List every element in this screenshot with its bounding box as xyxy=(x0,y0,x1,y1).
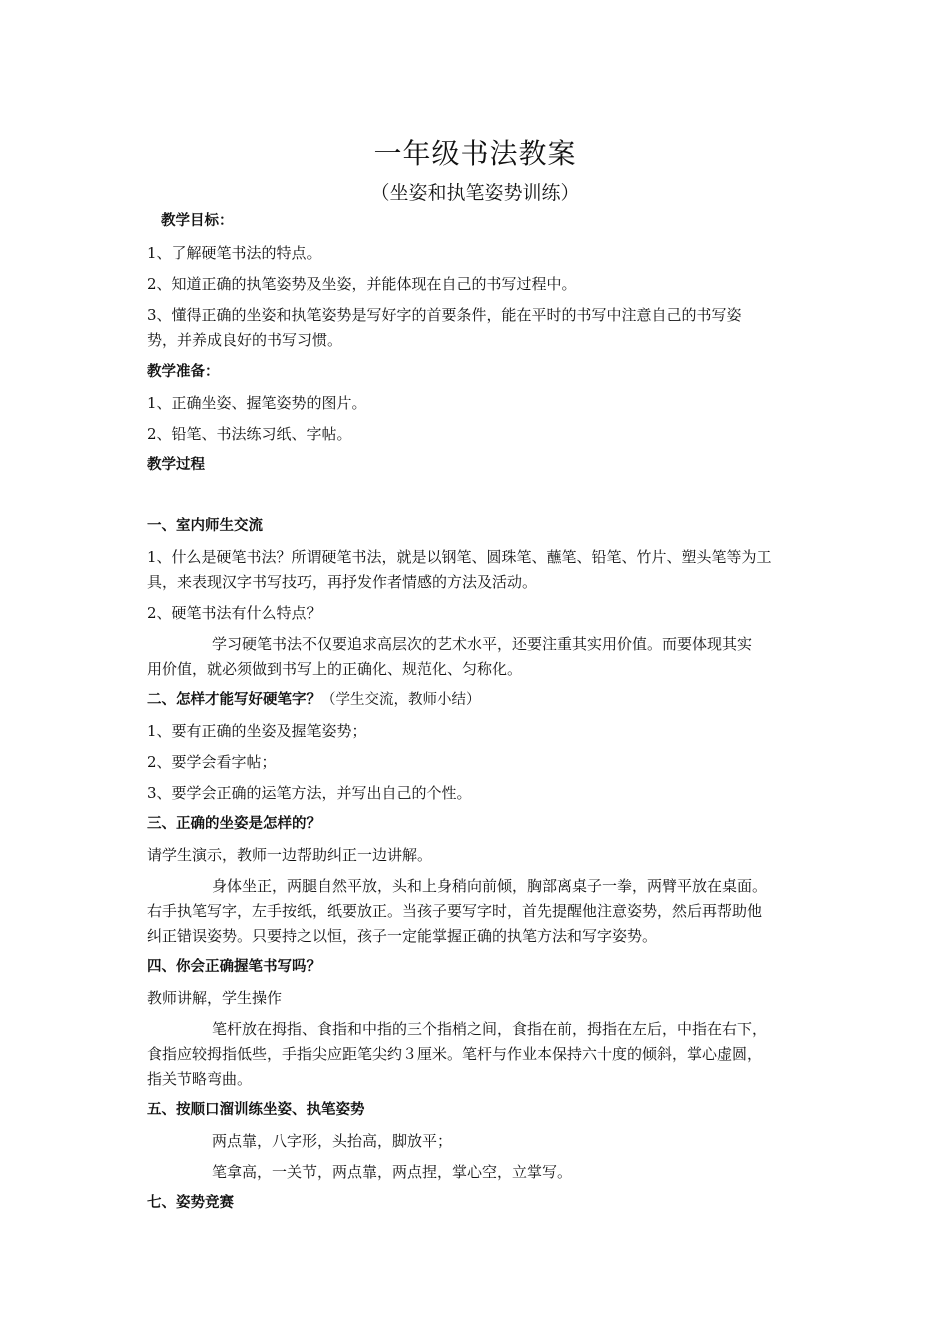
section-7-heading: 七、姿势竞赛 xyxy=(147,1195,234,1211)
section-3-line: 身体坐正，两腿自然平放，头和上身稍向前倾，胸部离桌子一拳，两臂平放在桌面。 xyxy=(212,877,768,895)
goal-item: 1、了解硬笔书法的特点。 xyxy=(147,244,322,262)
section-2-heading-note: （学生交流，教师小结） xyxy=(321,692,481,708)
goal-item: 2、知道正确的执笔姿势及坐姿，并能体现在自己的书写过程中。 xyxy=(147,275,577,293)
page-title: 一年级书法教案 xyxy=(373,137,577,170)
process-heading: 教学过程 xyxy=(147,457,205,473)
section-4-line: 笔杆放在拇指、食指和中指的三个指梢之间，食指在前，拇指在左后，中指在右下， xyxy=(212,1020,768,1038)
prep-item: 1、正确坐姿、握笔姿势的图片。 xyxy=(147,394,367,412)
section-1-line: 用价值，就必须做到书写上的正确化、规范化、匀称化。 xyxy=(147,660,523,678)
section-2-heading-text: 二、怎样才能写好硬笔字？ xyxy=(147,692,321,708)
section-2-line: 3、要学会正确的运笔方法，并写出自己的个性。 xyxy=(147,784,472,802)
section-4-line: 指关节略弯曲。 xyxy=(147,1070,253,1088)
section-3-line: 纠正错误姿势。只要持之以恒，孩子一定能掌握正确的执笔方法和写字姿势。 xyxy=(147,927,658,945)
section-4-line: 教师讲解，学生操作 xyxy=(147,989,283,1007)
section-1-line: 学习硬笔书法不仅要追求高层次的艺术水平，还要注重其实用价值。而要体现其实 xyxy=(212,635,753,653)
goals-heading: 教学目标： xyxy=(161,213,234,229)
section-3-line: 请学生演示，教师一边帮助纠正一边讲解。 xyxy=(147,846,433,864)
section-1-line: 2、硬笔书法有什么特点？ xyxy=(147,604,322,622)
section-4-line: 食指应较拇指低些，手指尖应距笔尖约３厘米。笔杆与作业本保持六十度的倾斜，掌心虚圆， xyxy=(147,1045,763,1063)
section-2-line: 1、要有正确的坐姿及握笔姿势； xyxy=(147,722,367,740)
section-1-line: 1、什么是硬笔书法？所谓硬笔书法，就是以钢笔、圆珠笔、蘸笔、铅笔、竹片、塑头笔等为工 xyxy=(147,548,772,566)
page-subtitle: （坐姿和执笔姿势训练） xyxy=(370,182,580,204)
prep-item: 2、铅笔、书法练习纸、字帖。 xyxy=(147,425,352,443)
section-4-heading: 四、你会正确握笔书写吗？ xyxy=(147,959,321,975)
section-3-heading: 三、正确的坐姿是怎样的？ xyxy=(147,816,321,832)
prep-heading: 教学准备： xyxy=(147,364,220,380)
goal-item: 势，并养成良好的书写习惯。 xyxy=(147,331,343,349)
section-3-line: 右手执笔写字，左手按纸，纸要放正。当孩子要写字时，首先提醒他注意姿势，然后再帮助他 xyxy=(147,902,763,920)
section-2-heading xyxy=(147,689,481,711)
section-1-line: 具，来表现汉字书写技巧，再抒发作者情感的方法及活动。 xyxy=(147,573,538,591)
section-2-line: 2、要学会看字帖； xyxy=(147,753,277,771)
section-5-line: 两点靠，八字形，头抬高，脚放平； xyxy=(212,1132,453,1150)
section-5-heading: 五、按顺口溜训练坐姿、执笔姿势 xyxy=(147,1102,365,1118)
section-5-line: 笔拿高，一关节，两点靠，两点捏，掌心空，立掌写。 xyxy=(212,1163,573,1181)
section-1-heading: 一、室内师生交流 xyxy=(147,518,263,534)
goal-item: 3、懂得正确的坐姿和执笔姿势是写好字的首要条件，能在平时的书写中注意自己的书写姿 xyxy=(147,306,742,324)
